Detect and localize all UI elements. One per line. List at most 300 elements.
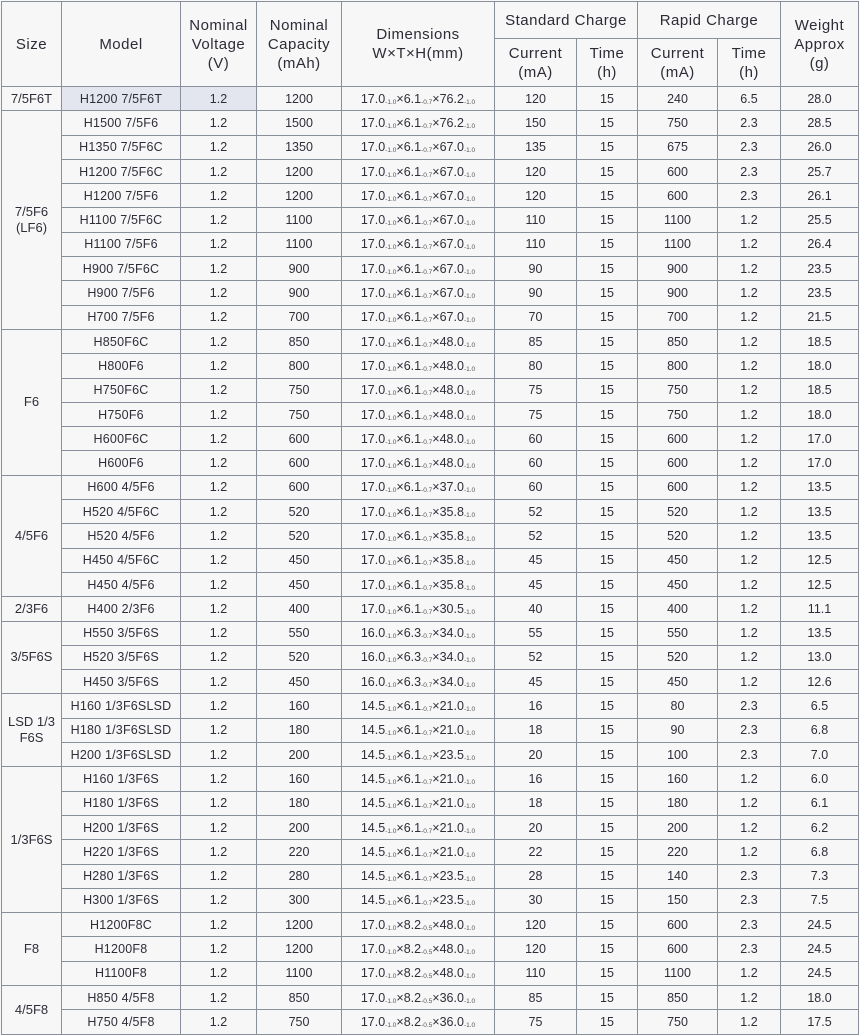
- standard-current-cell: 75: [495, 378, 577, 402]
- capacity-cell: 180: [257, 791, 342, 815]
- rapid-current-cell: 1100: [638, 208, 718, 232]
- tolerance-value: -0.5: [421, 1021, 433, 1029]
- dimension-value: 48.0: [439, 358, 464, 373]
- weight-cell: 6.5: [781, 694, 859, 718]
- table-row: [2, 840, 859, 864]
- tolerance-value: -0.5: [421, 949, 433, 957]
- weight-cell: 23.5: [781, 281, 859, 305]
- tolerance-value: -1.0: [385, 414, 397, 422]
- dimension-value: 21.0: [439, 699, 464, 714]
- times-sign: ×: [432, 796, 440, 811]
- dimension-value: 6.3: [403, 674, 422, 689]
- times-sign: ×: [432, 601, 440, 616]
- dimension-value: 17.0: [360, 456, 386, 471]
- capacity-cell: 1200: [257, 937, 342, 961]
- dimension-value: 23.5: [439, 893, 464, 908]
- rapid-time-cell: 2.3: [718, 888, 781, 912]
- times-sign: ×: [396, 188, 404, 203]
- tolerance-value: -1.0: [463, 730, 476, 738]
- model-cell: H1200F8: [62, 937, 181, 961]
- times-sign: ×: [432, 480, 440, 495]
- tolerance-value: -1.0: [385, 997, 397, 1005]
- capacity-cell: 1100: [257, 208, 342, 232]
- dimension-value: 36.0: [439, 990, 464, 1005]
- table-row: [2, 621, 859, 645]
- dimensions-cell: [342, 500, 495, 524]
- dimension-value: 6.1: [403, 334, 422, 349]
- tolerance-value: -0.7: [421, 293, 433, 301]
- dimensions-cell: [342, 111, 495, 135]
- tolerance-value: -1.0: [463, 414, 476, 422]
- voltage-cell: 1.2: [181, 378, 257, 402]
- weight-cell: 6.0: [781, 767, 859, 791]
- tolerance-value: -0.7: [421, 390, 433, 398]
- weight-cell: 7.3: [781, 864, 859, 888]
- rapid-time-cell: 2.3: [718, 864, 781, 888]
- dimension-value: 23.5: [439, 869, 464, 884]
- times-sign: ×: [432, 1014, 440, 1029]
- times-sign: ×: [396, 990, 404, 1005]
- tolerance-value: -1.0: [463, 293, 476, 301]
- size-group-cell: F6: [2, 329, 62, 475]
- capacity-cell: 1200: [257, 184, 342, 208]
- table-row: [2, 378, 859, 402]
- standard-current-cell: 120: [495, 159, 577, 183]
- model-cell: H450 3/5F6S: [62, 670, 181, 694]
- voltage-cell: 1.2: [181, 184, 257, 208]
- model-cell: H1100F8: [62, 961, 181, 985]
- model-cell: H750F6: [62, 402, 181, 426]
- table-body: [2, 87, 859, 1035]
- tolerance-value: -1.0: [463, 98, 476, 106]
- dimensions-cell: [342, 645, 495, 669]
- capacity-cell: 160: [257, 694, 342, 718]
- dimension-value: 76.2: [439, 91, 464, 106]
- voltage-cell: 1.2: [181, 159, 257, 183]
- tolerance-value: -1.0: [385, 487, 397, 495]
- dimension-value: 6.1: [403, 796, 422, 811]
- table-row: [2, 791, 859, 815]
- rapid-time-cell: 1.2: [718, 548, 781, 572]
- times-sign: ×: [432, 893, 440, 908]
- tolerance-value: -1.0: [463, 657, 476, 665]
- rapid-time-cell: 1.2: [718, 791, 781, 815]
- voltage-cell: 1.2: [181, 548, 257, 572]
- standard-time-cell: 15: [577, 572, 638, 596]
- tolerance-value: -1.0: [385, 463, 397, 471]
- standard-current-cell: 70: [495, 305, 577, 329]
- standard-time-cell: 15: [577, 500, 638, 524]
- times-sign: ×: [396, 626, 404, 641]
- voltage-cell: 1.2: [181, 840, 257, 864]
- standard-current-cell: 18: [495, 791, 577, 815]
- capacity-cell: 400: [257, 597, 342, 621]
- size-group-cell: 3/5F6S: [2, 621, 62, 694]
- tolerance-value: -0.7: [421, 147, 433, 155]
- dimension-value: 6.3: [403, 650, 422, 665]
- standard-time-cell: 15: [577, 208, 638, 232]
- weight-cell: 24.5: [781, 913, 859, 937]
- table-row: [2, 232, 859, 256]
- dimension-value: 17.0: [360, 261, 386, 276]
- capacity-cell: 600: [257, 427, 342, 451]
- tolerance-value: -1.0: [463, 876, 476, 884]
- table-row: [2, 743, 859, 767]
- voltage-cell: 1.2: [181, 500, 257, 524]
- tolerance-value: -1.0: [463, 584, 476, 592]
- table-row: [2, 913, 859, 937]
- capacity-cell: 600: [257, 451, 342, 475]
- tolerance-value: -1.0: [463, 195, 476, 203]
- rapid-current-cell: 220: [638, 840, 718, 864]
- dimension-value: 17.0: [360, 942, 386, 957]
- tolerance-value: -0.7: [421, 511, 433, 519]
- dimension-value: 17.0: [360, 358, 386, 373]
- dimension-value: 6.1: [403, 553, 422, 568]
- times-sign: ×: [432, 115, 440, 130]
- header-rapid-time: Time (h): [718, 39, 781, 87]
- weight-cell: 26.0: [781, 135, 859, 159]
- dimension-value: 17.0: [360, 286, 386, 301]
- dimensions-cell: [342, 961, 495, 985]
- dimension-value: 17.0: [360, 383, 386, 398]
- weight-cell: 28.0: [781, 87, 859, 111]
- tolerance-value: -0.5: [421, 997, 433, 1005]
- weight-cell: 17.5: [781, 1010, 859, 1034]
- tolerance-value: -1.0: [463, 900, 476, 908]
- tolerance-value: -1.0: [385, 244, 397, 252]
- standard-current-cell: 135: [495, 135, 577, 159]
- capacity-cell: 280: [257, 864, 342, 888]
- standard-current-cell: 18: [495, 718, 577, 742]
- rapid-time-cell: 1.2: [718, 475, 781, 499]
- standard-time-cell: 15: [577, 718, 638, 742]
- rapid-time-cell: 1.2: [718, 621, 781, 645]
- model-cell: H300 1/3F6S: [62, 888, 181, 912]
- rapid-time-cell: 1.2: [718, 767, 781, 791]
- table-row: [2, 451, 859, 475]
- times-sign: ×: [432, 334, 440, 349]
- times-sign: ×: [396, 407, 404, 422]
- times-sign: ×: [396, 140, 404, 155]
- dimension-value: 67.0: [439, 237, 464, 252]
- tolerance-value: -1.0: [385, 900, 397, 908]
- times-sign: ×: [396, 431, 404, 446]
- dimension-value: 6.1: [403, 358, 422, 373]
- capacity-cell: 160: [257, 767, 342, 791]
- times-sign: ×: [396, 820, 404, 835]
- times-sign: ×: [432, 213, 440, 228]
- header-rapid-charge: Rapid Charge: [638, 2, 781, 39]
- table-row: [2, 961, 859, 985]
- dimension-value: 6.1: [403, 383, 422, 398]
- table-row: [2, 208, 859, 232]
- standard-time-cell: 15: [577, 281, 638, 305]
- tolerance-value: -1.0: [385, 730, 397, 738]
- tolerance-value: -1.0: [463, 122, 476, 130]
- capacity-cell: 850: [257, 329, 342, 353]
- model-cell: H850F6C: [62, 329, 181, 353]
- voltage-cell: 1.2: [181, 791, 257, 815]
- capacity-cell: 1100: [257, 961, 342, 985]
- dimensions-cell: [342, 329, 495, 353]
- voltage-cell: 1.2: [181, 354, 257, 378]
- tolerance-value: -1.0: [463, 147, 476, 155]
- tolerance-value: -0.7: [421, 244, 433, 252]
- dimension-value: 6.1: [403, 164, 422, 179]
- rapid-current-cell: 600: [638, 913, 718, 937]
- tolerance-value: -1.0: [385, 122, 397, 130]
- dimensions-cell: [342, 985, 495, 1009]
- standard-current-cell: 75: [495, 402, 577, 426]
- times-sign: ×: [396, 164, 404, 179]
- table-row: [2, 184, 859, 208]
- standard-time-cell: 15: [577, 402, 638, 426]
- dimension-value: 6.1: [403, 869, 422, 884]
- tolerance-value: -1.0: [463, 463, 476, 471]
- rapid-current-cell: 600: [638, 159, 718, 183]
- dimensions-cell: [342, 743, 495, 767]
- voltage-cell: 1.2: [181, 815, 257, 839]
- header-model: Model: [62, 2, 181, 87]
- dimensions-cell: [342, 840, 495, 864]
- tolerance-value: -0.7: [421, 827, 433, 835]
- capacity-cell: 1350: [257, 135, 342, 159]
- tolerance-value: -0.7: [421, 900, 433, 908]
- standard-current-cell: 45: [495, 548, 577, 572]
- tolerance-value: -1.0: [463, 220, 476, 228]
- rapid-time-cell: 1.2: [718, 815, 781, 839]
- model-cell: H1200 7/5F6: [62, 184, 181, 208]
- tolerance-value: -0.7: [421, 608, 433, 616]
- dimensions-cell: [342, 767, 495, 791]
- rapid-time-cell: 1.2: [718, 597, 781, 621]
- dimension-value: 17.0: [360, 601, 386, 616]
- tolerance-value: -1.0: [463, 341, 476, 349]
- rapid-time-cell: 1.2: [718, 427, 781, 451]
- tolerance-value: -1.0: [463, 487, 476, 495]
- dimension-value: 8.2: [403, 917, 422, 932]
- voltage-cell: 1.2: [181, 329, 257, 353]
- size-group-cell: 1/3F6S: [2, 767, 62, 913]
- rapid-current-cell: 1100: [638, 961, 718, 985]
- tolerance-value: -1.0: [385, 754, 397, 762]
- dimension-value: 67.0: [439, 140, 464, 155]
- standard-time-cell: 15: [577, 961, 638, 985]
- voltage-cell: 1.2: [181, 281, 257, 305]
- standard-current-cell: 20: [495, 815, 577, 839]
- dimension-value: 34.0: [439, 650, 464, 665]
- model-cell: H1200F8C: [62, 913, 181, 937]
- capacity-cell: 1500: [257, 111, 342, 135]
- tolerance-value: -1.0: [463, 608, 476, 616]
- rapid-time-cell: 1.2: [718, 305, 781, 329]
- size-group-cell: 2/3F6: [2, 597, 62, 621]
- tolerance-value: -1.0: [385, 195, 397, 203]
- times-sign: ×: [432, 358, 440, 373]
- tolerance-value: -1.0: [385, 293, 397, 301]
- dimension-value: 37.0: [439, 480, 464, 495]
- tolerance-value: -1.0: [463, 681, 476, 689]
- voltage-cell: 1.2: [181, 135, 257, 159]
- times-sign: ×: [432, 771, 440, 786]
- dimensions-cell: [342, 159, 495, 183]
- dimensions-cell: [342, 670, 495, 694]
- rapid-current-cell: 750: [638, 402, 718, 426]
- standard-current-cell: 52: [495, 645, 577, 669]
- standard-time-cell: 15: [577, 670, 638, 694]
- standard-current-cell: 16: [495, 767, 577, 791]
- times-sign: ×: [432, 626, 440, 641]
- standard-current-cell: 85: [495, 985, 577, 1009]
- dimensions-cell: [342, 305, 495, 329]
- voltage-cell: 1.2: [181, 913, 257, 937]
- dimension-value: 48.0: [439, 917, 464, 932]
- rapid-current-cell: 800: [638, 354, 718, 378]
- model-cell: H600F6C: [62, 427, 181, 451]
- rapid-current-cell: 180: [638, 791, 718, 815]
- times-sign: ×: [396, 310, 404, 325]
- voltage-cell: 1.2: [181, 961, 257, 985]
- rapid-time-cell: 1.2: [718, 378, 781, 402]
- tolerance-value: -1.0: [463, 535, 476, 543]
- dimensions-cell: [342, 427, 495, 451]
- capacity-cell: 200: [257, 743, 342, 767]
- rapid-time-cell: 1.2: [718, 1010, 781, 1034]
- dimension-value: 17.0: [360, 577, 386, 592]
- dimension-value: 8.2: [403, 966, 422, 981]
- standard-current-cell: 120: [495, 87, 577, 111]
- tolerance-value: -1.0: [385, 681, 397, 689]
- model-cell: H600F6: [62, 451, 181, 475]
- voltage-cell: 1.2: [181, 87, 257, 111]
- times-sign: ×: [432, 990, 440, 1005]
- dimensions-cell: [342, 815, 495, 839]
- tolerance-value: -1.0: [385, 390, 397, 398]
- tolerance-value: -0.7: [421, 851, 433, 859]
- voltage-cell: 1.2: [181, 718, 257, 742]
- weight-cell: 18.5: [781, 378, 859, 402]
- rapid-current-cell: 520: [638, 645, 718, 669]
- model-cell: H220 1/3F6S: [62, 840, 181, 864]
- dimension-value: 6.1: [403, 237, 422, 252]
- capacity-cell: 520: [257, 524, 342, 548]
- dimension-value: 21.0: [439, 844, 464, 859]
- capacity-cell: 550: [257, 621, 342, 645]
- tolerance-value: -1.0: [463, 633, 476, 641]
- dimension-value: 14.5: [360, 796, 386, 811]
- rapid-current-cell: 520: [638, 524, 718, 548]
- times-sign: ×: [396, 796, 404, 811]
- times-sign: ×: [396, 577, 404, 592]
- standard-time-cell: 15: [577, 597, 638, 621]
- rapid-current-cell: 450: [638, 548, 718, 572]
- model-cell: H200 1/3F6S: [62, 815, 181, 839]
- voltage-cell: 1.2: [181, 257, 257, 281]
- dimension-value: 34.0: [439, 626, 464, 641]
- rapid-time-cell: 6.5: [718, 87, 781, 111]
- rapid-current-cell: 600: [638, 451, 718, 475]
- voltage-cell: 1.2: [181, 621, 257, 645]
- dimensions-cell: [342, 378, 495, 402]
- table-row: [2, 548, 859, 572]
- rapid-current-cell: 750: [638, 111, 718, 135]
- table-row: [2, 281, 859, 305]
- rapid-current-cell: 850: [638, 985, 718, 1009]
- standard-current-cell: 30: [495, 888, 577, 912]
- tolerance-value: -1.0: [463, 778, 476, 786]
- voltage-cell: 1.2: [181, 305, 257, 329]
- model-cell: H750 4/5F8: [62, 1010, 181, 1034]
- model-cell: H550 3/5F6S: [62, 621, 181, 645]
- tolerance-value: -1.0: [463, 803, 476, 811]
- times-sign: ×: [432, 164, 440, 179]
- table-row: [2, 718, 859, 742]
- dimension-value: 17.0: [360, 334, 386, 349]
- rapid-current-cell: 850: [638, 329, 718, 353]
- tolerance-value: -1.0: [385, 341, 397, 349]
- dimension-value: 6.1: [403, 188, 422, 203]
- capacity-cell: 700: [257, 305, 342, 329]
- rapid-time-cell: 2.3: [718, 694, 781, 718]
- table-row: [2, 864, 859, 888]
- tolerance-value: -1.0: [463, 560, 476, 568]
- table-row: [2, 888, 859, 912]
- standard-time-cell: 15: [577, 743, 638, 767]
- table-row: [2, 354, 859, 378]
- dimension-value: 17.0: [360, 310, 386, 325]
- weight-cell: 7.0: [781, 743, 859, 767]
- dimension-value: 17.0: [360, 480, 386, 495]
- times-sign: ×: [396, 844, 404, 859]
- rapid-current-cell: 1100: [638, 232, 718, 256]
- rapid-time-cell: 1.2: [718, 961, 781, 985]
- dimensions-cell: [342, 694, 495, 718]
- dimension-value: 17.0: [360, 188, 386, 203]
- dimension-value: 6.1: [403, 723, 422, 738]
- dimension-value: 67.0: [439, 261, 464, 276]
- header-rapid-current: Current (mA): [638, 39, 718, 87]
- capacity-cell: 520: [257, 500, 342, 524]
- model-cell: H900 7/5F6C: [62, 257, 181, 281]
- dimension-value: 48.0: [439, 966, 464, 981]
- standard-current-cell: 45: [495, 670, 577, 694]
- weight-cell: 6.2: [781, 815, 859, 839]
- table-row: [2, 524, 859, 548]
- dimensions-cell: [342, 597, 495, 621]
- rapid-time-cell: 2.3: [718, 184, 781, 208]
- rapid-time-cell: 1.2: [718, 500, 781, 524]
- rapid-time-cell: 1.2: [718, 232, 781, 256]
- standard-current-cell: 120: [495, 184, 577, 208]
- model-cell: H750F6C: [62, 378, 181, 402]
- voltage-cell: 1.2: [181, 597, 257, 621]
- weight-cell: 17.0: [781, 451, 859, 475]
- times-sign: ×: [432, 844, 440, 859]
- times-sign: ×: [432, 188, 440, 203]
- standard-time-cell: 15: [577, 985, 638, 1009]
- weight-cell: 26.1: [781, 184, 859, 208]
- tolerance-value: -1.0: [463, 754, 476, 762]
- rapid-current-cell: 90: [638, 718, 718, 742]
- standard-time-cell: 15: [577, 329, 638, 353]
- rapid-current-cell: 600: [638, 427, 718, 451]
- dimension-value: 6.3: [403, 626, 422, 641]
- tolerance-value: -0.7: [421, 876, 433, 884]
- weight-cell: 21.5: [781, 305, 859, 329]
- model-cell: H1200 7/5F6T: [62, 87, 181, 111]
- standard-time-cell: 15: [577, 427, 638, 451]
